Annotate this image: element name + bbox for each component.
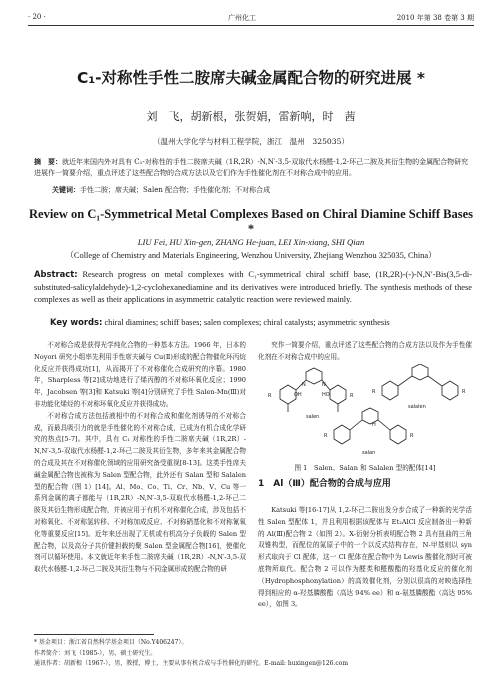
- substituent-r-label: R: [462, 389, 466, 395]
- body-right-column: [258, 505, 472, 611]
- footnote-corresponding: 通讯作者：胡新根（1967-），男，教授，博士，主要从事有机合成与手性催化的研究。E-mail: huxingen@126.com: [34, 660, 349, 667]
- substituent-r-label: R: [410, 433, 414, 439]
- salan-structure: [334, 408, 406, 444]
- abstract-label: 摘 要：: [34, 158, 62, 166]
- substituent-r-label: R: [350, 393, 354, 399]
- page-number: · 20 ·: [28, 13, 46, 21]
- footnote-rule: [34, 634, 154, 635]
- keywords-text: 手性二胺；席夫碱；Salen 配合物；手性催化剂；不对称合成: [80, 186, 271, 194]
- abstract-text: 就近年来国内外对具有 C₁-对称性的手性二胺席夫碱（1R,2R）-N,N′-3,5-双取代水杨醛-1,2-环己二胺及其衍生物的金属配合物研究进展作一简要介绍，重点评述了这些配合物的合成方法以及它们作为手性催化剂在不对称合成中的应用。: [34, 158, 469, 177]
- keywords-en-label: Key words:: [50, 317, 103, 327]
- footnote-funding: * 基金项目：浙江省自然科学基金项目（No.Y406247）。: [34, 639, 188, 646]
- salen-structure: [280, 368, 346, 412]
- structure-name-salalen: salalen: [408, 404, 426, 410]
- structure-name-salen: salen: [306, 414, 320, 420]
- body-paragraph: Katsuki 等[16-17]从 1,2-环己二胺出发分步合成了一种新的光学活性 Salen 型配体 1，并且利用根据该配体与 Et₂AlCl 反应制备出一种新的 Al(Ⅲ)配合物 2（如图 2）。X-衍射分析表明配合物 2 具有扭曲的三角双锥构型，而配位的氮原子中的一个以反式结构存在，N-甲基则以 syn 形式取向于 Cl 配体，这一 Cl 配体在配合物中为 Lewis 酸催化剂时可被底物所取代。配合物 2 可以作为醛类和醛酸酯的羟基化反应的催化剂（Hydrophosphonylation）的高效催化剂，分别以很高的对映选择性得到相应的 α-羟基膦酸酯（高达 94% ee）和 α-氨基膦酸酯（高达 95% ee），如图 3。: [258, 506, 472, 609]
- structure-name-salan: salan: [362, 450, 376, 456]
- issue-info: 2010 年第 38 卷第 3 期: [396, 14, 474, 22]
- journal-name: 广州化工: [228, 14, 256, 22]
- running-header: [28, 13, 474, 25]
- abstract-en-text: Research progress on metal complexes with C₁-symmetrical chiral schiff base, (1R,2R)-(-)-N,N′-Bis(3,5-di-substituted-salicylaldehyde)-1,2-cyclohexanediamine and its derivatives were introduced briefly. The synthesis methods of these complexes as well as their applications in asymmetric catalytic reaction were reviewed mainly.: [34, 270, 472, 304]
- salalen-structure: [382, 364, 458, 400]
- authors-english: LIU Fei, HU Xin-gen, ZHANG He-juan, LEI Xin-xiang, SHI Qian: [137, 237, 365, 247]
- section-heading: 1 Al（Ⅲ）配合物的合成与应用: [258, 479, 391, 489]
- authors-chinese: 刘 飞，胡新根，张贺娟，雷新响，时 茜: [146, 110, 356, 123]
- keywords-chinese: [52, 185, 270, 195]
- hydroxyl-label: OH: [294, 392, 302, 398]
- body-right-top: [258, 340, 472, 364]
- abstract-english: [34, 268, 472, 307]
- substituent-r-label: R: [372, 389, 376, 395]
- substituent-r-label: R: [268, 393, 272, 399]
- body-paragraph: 不对称合成方法包括液相中的不对称合成和催化剂诱导的不对称合成，而最具吸引力的就是手性催化的不对称合成，已成为有机合成化学研究的热点[5-7]。其中，具有 C₁ 对称性的手性二胺席夫碱（1R,2R）-N,N′-3,5-双取代水杨醛-1,2-环己二胺及其衍生物，多年来其金属配合物的合成及其在不对称催化领域的应用研究备受重视[8-13]。这类手性席夫碱金属配合物也被称为 Salen 型配合物，此外还有 Salan 型和 Salalen 型的配合物（图 1）[14]。Al、Mo、Co、Ti、Cr、Nb、V、Cu 等一系列金属的离子都能与（1R,2R）-N,N′-3,5-双取代水杨醛-1,2-环己二胺及其衍生物形成配合物，并被应用于有机不对称催化合成，涉及包括不对称氧化、不对称氢转移、不对称加成反应、不对称硝基化和不对称氰氧化等重要反应[15]。近年来还出现了无机或有机高分子负载的 Salen 型配合物，以及高分子共价键担载的聚 Salen 型金属配合物[16]，使催化剂可以循环使用。本文就近年来手性二胺席夫碱（1R,2R）-N,N′-3,5-双取代水杨醛-1,2-环己二胺及其衍生物与不同金属形成的配合物的研: [34, 411, 246, 574]
- footnote-author: 作者简介：刘飞（1985-），男，硕士研究生。: [34, 649, 157, 657]
- affiliation-english: （College of Chemistry and Materials Engineering, Wenzhou University, Zhejiang Wenzhou 325035, China）: [65, 251, 437, 260]
- body-paragraph: 不对称合成是获得光学纯化合物的一种基本方法。1966 年，日本的 Noyori 研究小组率先利用手性席夫碱与 Cu(Ⅱ)形成的配合物催化环丙烷化反应并获得成功[1]，从而揭开了不对称催化合成研究的序幕。1980 年，Sharpless 等[2]成功地进行了烯丙醇的不对称环氧化反应；1990 年，Jacobsen 等[3]和 Katsuki 等[4]分别研究了手性 Salen-Mn(Ⅲ)对非功能化烯烃的不对称环氧化反应并获得成功。: [34, 341, 246, 408]
- keywords-label: 关键词：: [52, 186, 80, 194]
- hydrogen-label: H: [372, 422, 376, 428]
- affiliation-chinese: （温州大学化学与材料工程学院，浙江 温州 325035）: [152, 137, 350, 146]
- keywords-en-text: chiral diamines; schiff bases; salen complexes; chiral catalysts; asymmetric synthesis: [104, 318, 390, 327]
- footnotes: [34, 638, 474, 670]
- title-english: Review on C₁-Symmetrical Metal Complexes Based on Chiral Diamine Schiff Bases *: [29, 207, 473, 236]
- body-paragraph: 究作一简要介绍，重点评述了这些配合物的合成方法以及作为手性催化剂在不对称合成中的应用。: [258, 341, 472, 361]
- keywords-english: [50, 317, 390, 327]
- body-left-column: [34, 340, 246, 576]
- substituent-r-label: R: [324, 433, 328, 439]
- nitrogen-label: N: [302, 382, 306, 388]
- title-chinese: C₁-对称性手性二胺席夫碱金属配合物的研究进展 *: [76, 69, 426, 87]
- abstract-en-label: Abstract:: [34, 269, 78, 279]
- ligand-structures-figure: [258, 364, 472, 458]
- nitrogen-label: N: [322, 382, 326, 388]
- figure-caption: 图 1 Salen、Salan 和 Salalen 型的配体[14]: [294, 464, 436, 472]
- abstract-chinese: [34, 157, 472, 179]
- hydroxyl-label: HO: [322, 392, 330, 398]
- header-rule: [28, 25, 474, 26]
